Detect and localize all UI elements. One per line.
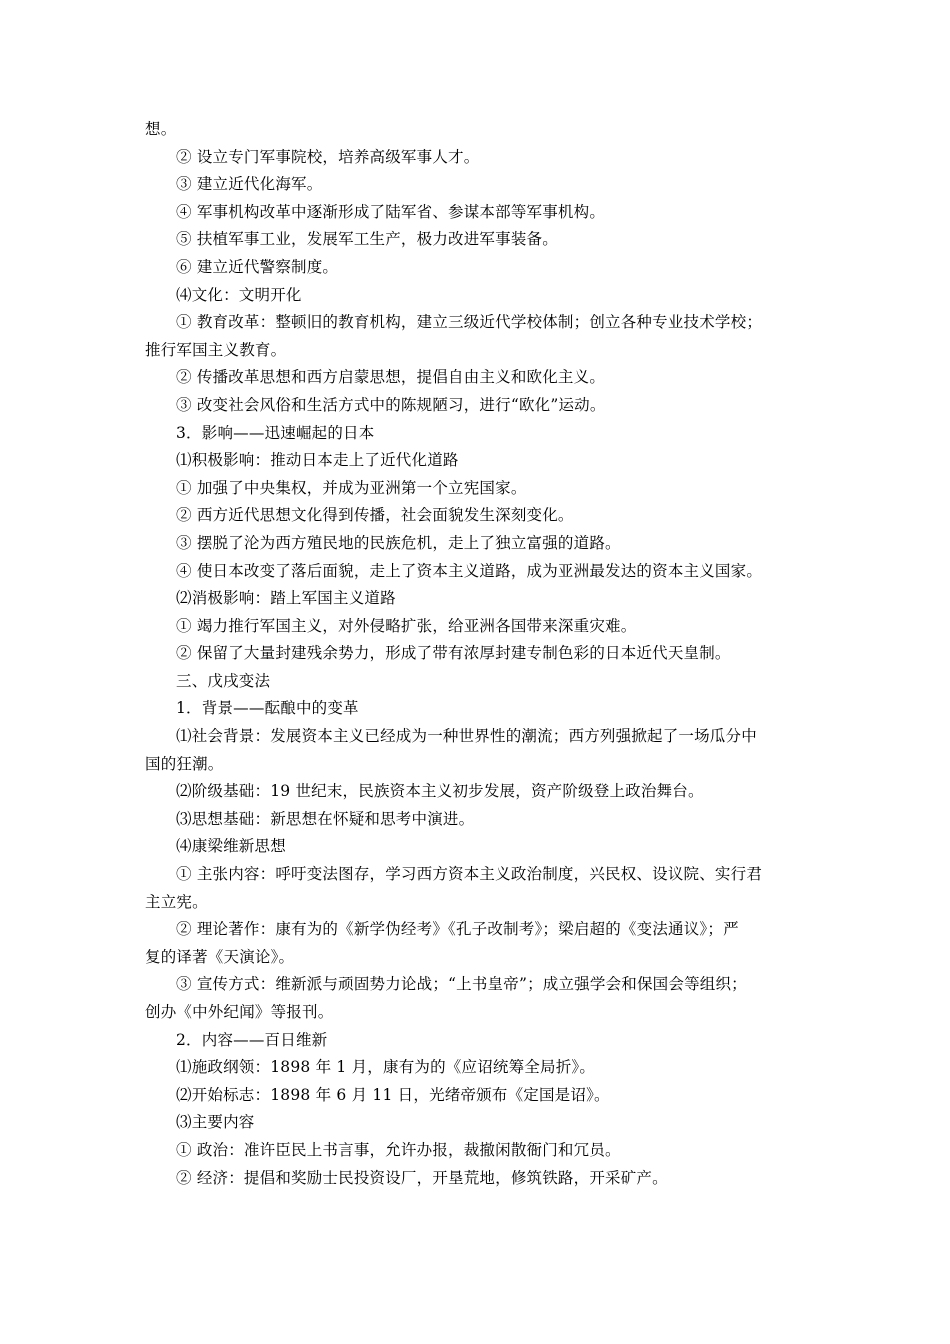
text-line: ① 政治：准许臣民上书言事，允许办报，裁撤闲散衙门和冗员。 <box>176 1140 621 1159</box>
text-line: 主立宪。 <box>145 892 208 911</box>
text-line: ⑵开始标志：1898 年 6 月 11 日，光绪帝颁布《定国是诏》。 <box>176 1085 610 1104</box>
text-line: ⑷文化：文明开化 <box>176 285 302 304</box>
text-line: ② 保留了大量封建残余势力，形成了带有浓厚封建专制色彩的日本近代天皇制。 <box>176 644 731 663</box>
text-line: ⑵消极影响：踏上军国主义道路 <box>176 589 396 608</box>
text-line: 3．影响——迅速崛起的日本 <box>176 423 375 442</box>
text-line: ⑴积极影响：推动日本走上了近代化道路 <box>176 451 459 470</box>
document-body <box>145 116 807 1192</box>
text-line: ⑤ 扶植军事工业，发展军工生产，极力改进军事装备。 <box>176 230 558 249</box>
text-line: ① 竭力推行军国主义，对外侵略扩张，给亚洲各国带来深重灾难。 <box>176 616 637 635</box>
text-line: 1．背景——酝酿中的变革 <box>176 699 359 718</box>
text-line: ⑶主要内容 <box>176 1113 255 1132</box>
text-line: ⑴施政纲领：1898 年 1 月，康有为的《应诏统筹全局折》。 <box>176 1058 596 1077</box>
text-line: 想。 <box>145 120 177 138</box>
text-line: 国的狂潮。 <box>145 754 224 773</box>
text-line: ③ 改变社会风俗和生活方式中的陈规陋习，进行“欧化”运动。 <box>176 395 606 414</box>
text-line: ⑥ 建立近代警察制度。 <box>176 257 339 276</box>
text-line: 三、戊戌变法 <box>176 671 271 690</box>
text-line: ④ 军事机构改革中逐渐形成了陆军省、参谋本部等军事机构。 <box>176 202 606 221</box>
text-line: ② 传播改革思想和西方启蒙思想，提倡自由主义和欧化主义。 <box>176 368 606 387</box>
text-line: ⑷康梁维新思想 <box>176 837 286 856</box>
text-line: ② 西方近代思想文化得到传播，社会面貌发生深刻变化。 <box>176 506 574 525</box>
text-line: 推行军国主义教育。 <box>145 340 287 359</box>
text-line: ⑶思想基础：新思想在怀疑和思考中演进。 <box>176 809 475 828</box>
text-line: ③ 宣传方式：维新派与顽固势力论战；“上书皇帝”；成立强学会和保国会等组织； <box>176 975 747 994</box>
text-line: ③ 摆脱了沦为西方殖民地的民族危机，走上了独立富强的道路。 <box>176 533 621 552</box>
text-line: ② 理论著作：康有为的《新学伪经考》《孔子改制考》；梁启超的《变法通议》；严 <box>176 920 739 939</box>
text-line: ① 教育改革：整顿旧的教育机构，建立三级近代学校体制；创立各种专业技术学校； <box>176 313 763 332</box>
text-line: ⑴社会背景：发展资本主义已经成为一种世界性的潮流；西方列强掀起了一场瓜分中 <box>176 727 757 746</box>
text-line: ① 加强了中央集权，并成为亚洲第一个立宪国家。 <box>176 478 527 497</box>
text-line: 复的译著《天演论》。 <box>145 947 295 966</box>
text-line: 创办《中外纪闻》等报刊。 <box>145 1003 334 1021</box>
text-line: ① 主张内容：呼吁变法图存，学习西方资本主义政治制度，兴民权、设议院、实行君 <box>176 865 763 884</box>
text-line: ② 设立专门军事院校，培养高级军事人才。 <box>176 147 480 166</box>
text-line: ③ 建立近代化海军。 <box>176 175 323 194</box>
text-line: ② 经济：提倡和奖励士民投资设厂，开垦荒地，修筑铁路，开采矿产。 <box>176 1168 668 1187</box>
text-line: ⑵阶级基础：19 世纪末，民族资本主义初步发展，资产阶级登上政治舞台。 <box>176 782 704 801</box>
text-line: ④ 使日本改变了落后面貌，走上了资本主义道路，成为亚洲最发达的资本主义国家。 <box>176 561 763 580</box>
text-line: 2．内容——百日维新 <box>176 1030 328 1049</box>
